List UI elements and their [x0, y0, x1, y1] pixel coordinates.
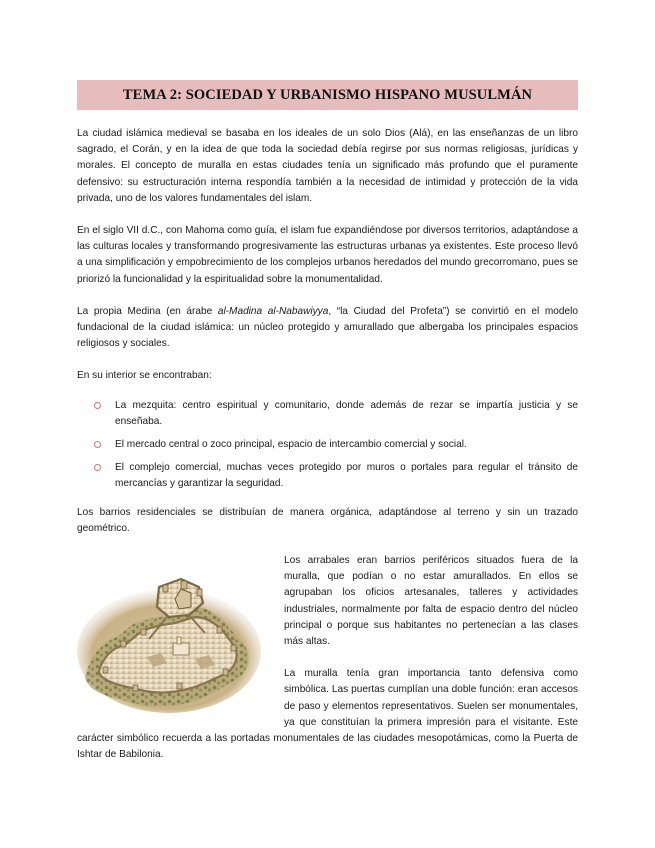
paragraph-intro: La ciudad islámica medieval se basaba en los ideales de un solo Dios (Alá), en las enseñanzas de un libro sagrado, el Corán, y en la idea de que toda la sociedad debía regirse por sus normas religiosas, jurídicas y morales. El concepto de muralla en estas ciudades tenía un significado más profundo que el puramente defensivo: su estructuración interna respondía también a la necesidad de intimidad y protección de la vida privada, uno de los valores fundamentales del islam.: [77, 128, 578, 204]
circle-bullet-icon: [94, 402, 101, 409]
list-item-text: El mercado central o zoco principal, espacio de intercambio comercial y social.: [115, 439, 467, 451]
document-page: [77, 80, 578, 780]
paragraph-arrabales: Los arrabales eran barrios periféricos situados fuera de la muralla, que podían o no estar amurallados. En ellos se agrupaban los oficios artesanales, talleres y actividades industriales, normalmente por falta de espacio dentro del núcleo principal o porque sus habitantes no pertenecían a las clases más altas.: [284, 555, 578, 648]
circle-bullet-icon: [94, 441, 101, 448]
interior-list: [77, 398, 578, 493]
fortified-city-image: [77, 559, 262, 719]
medina-text-end: , “la Ciudad del Profeta”) se convirtió en el modelo fundacional de la ciudad islámica: un núcleo protegido y amurallado que albergaba los principales espacios religiosos y sociales.: [77, 305, 578, 350]
paragraph-muralla: La muralla tenía gran importancia tanto defensiva como simbólica. Las puertas cumplían una doble función: eran accesos de paso y elementos representativos. Suelen ser monumentales, ya que constituían la primera impresión para el visitante. Este carácter simbólico recuerda a las portadas monumentales de las ciudades mesopotámicas, como la Puerta de Ishtar de Babilonia.: [77, 668, 578, 761]
list-item-text: El complejo comercial, muchas veces protegido por muros o portales para regular el tránsito de mercancías y garantizar la seguridad.: [115, 462, 578, 490]
list-item: [77, 437, 578, 453]
paragraph-residential: Los barrios residenciales se distribuían de manera orgánica, adaptándose al terreno y sin un trazado geométrico.: [77, 506, 578, 534]
paragraph-expansion: En el siglo VII d.C., con Mahoma como guía, el islam fue expandiéndose por diversos territorios, adaptándose a las culturas locales y transformando progresivamente las estructuras urbanas ya existentes. Este proceso llevó a una simplificación y empobrecimiento de los complejos urbanos heredados del mundo grecorromano, pues se priorizó la funcionalidad y la espiritualidad sobre la monumentalidad.: [77, 225, 578, 285]
list-item: [77, 398, 578, 430]
medina-text-start: La propia Medina (en árabe: [77, 305, 218, 317]
paragraph-medina: [77, 304, 578, 353]
paragraph-interior-intro: En su interior se encontraban:: [77, 370, 212, 382]
medina-arabic-name: al-Madina al-Nabawiyya: [217, 305, 329, 317]
list-item: [77, 460, 578, 492]
fortified-city-illustration: [77, 559, 262, 719]
circle-bullet-icon: [94, 464, 101, 471]
title-banner: [77, 80, 578, 110]
list-item-text: La mezquita: centro espiritual y comunitario, donde además de rezar se impartía justicia y se enseñaba.: [115, 399, 578, 427]
page-title: TEMA 2: SOCIEDAD Y URBANISMO HISPANO MUSULMÁN: [122, 86, 533, 103]
